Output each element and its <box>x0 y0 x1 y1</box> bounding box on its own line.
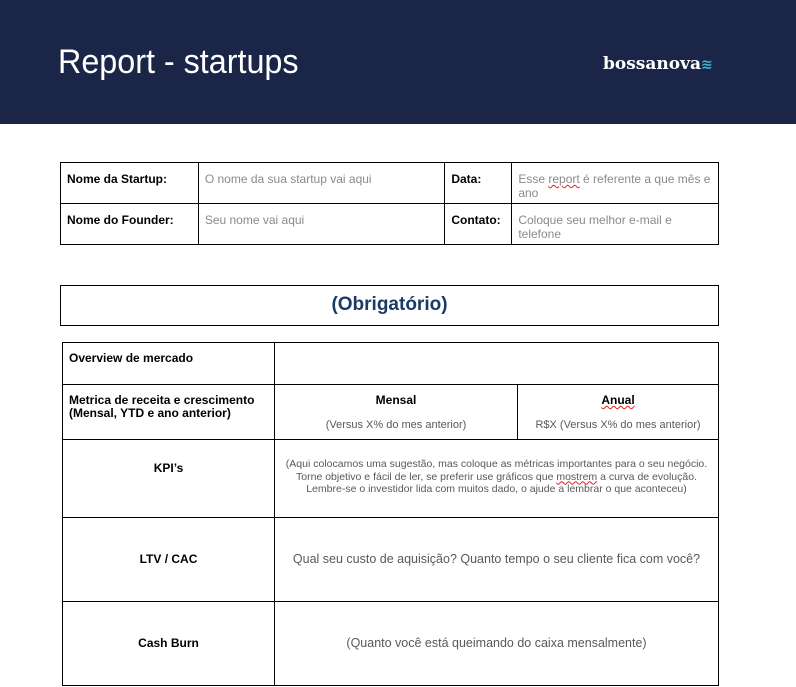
mensal-cell[interactable] <box>275 385 518 440</box>
section-title: (Obrigatório) <box>60 285 719 326</box>
overview-label: Overview de mercado <box>63 343 275 385</box>
contact-field[interactable]: Coloque seu melhor e-mail e telefone <box>512 204 719 245</box>
anual-note: R$X (Versus X% do mes anterior) <box>535 419 701 431</box>
report-header <box>0 0 796 124</box>
metrics-label: Metrica de receita e crescimento (Mensal, YTD e ano anterior) <box>63 385 275 440</box>
anual-header-text: Anual <box>601 393 635 407</box>
date-field[interactable] <box>512 163 719 204</box>
startup-info-table <box>60 162 719 245</box>
anual-cell[interactable] <box>518 385 719 440</box>
date-text-part: é referente a que mês e ano <box>518 172 711 200</box>
wave-icon: ≋ <box>700 57 713 73</box>
bossanova-logo <box>603 54 713 75</box>
table-row <box>63 440 719 518</box>
cash-burn-label: Cash Burn <box>63 602 275 686</box>
cash-burn-field[interactable]: (Quanto você está queimando do caixa mensalmente) <box>275 602 719 686</box>
table-row <box>63 385 719 440</box>
mensal-header: Mensal <box>375 393 417 407</box>
logo-text: bossanova <box>603 54 701 74</box>
table-row <box>61 204 719 245</box>
spellcheck-word: mostrem <box>556 470 598 483</box>
table-row <box>63 343 719 385</box>
kpis-label: KPI’s <box>63 440 275 518</box>
page-title: Report - startups <box>58 43 299 81</box>
anual-header <box>519 394 717 407</box>
kpis-field[interactable] <box>275 440 719 518</box>
contact-label: Contato: <box>445 204 512 245</box>
overview-field[interactable] <box>275 343 719 385</box>
table-row <box>63 518 719 602</box>
founder-name-field[interactable]: Seu nome vai aqui <box>198 204 445 245</box>
mensal-note: (Versus X% do mes anterior) <box>325 419 467 431</box>
ltv-cac-field[interactable]: Qual seu custo de aquisição? Quanto tempo o seu cliente fica com você? <box>275 518 719 602</box>
date-label: Data: <box>445 163 512 204</box>
metrics-table <box>62 342 719 686</box>
startup-name-field[interactable]: O nome da sua startup vai aqui <box>198 163 445 204</box>
table-row <box>61 163 719 204</box>
date-text-part: Esse <box>518 172 549 186</box>
spellcheck-word: report <box>548 172 580 186</box>
table-row <box>63 602 719 686</box>
kpis-text-part: (Aqui colocamos uma sugestão, mas coloque as métricas importantes para o seu negócio. Torne objetivo e fácil de ler, se preferir use gráficos que <box>285 458 708 483</box>
ltv-cac-label: LTV / CAC <box>63 518 275 602</box>
founder-name-label: Nome do Founder: <box>61 204 199 245</box>
kpis-text-part: a curva de evolução. Lembre-se o investidor lida com muitos dado, o ajude a lembrar o que aconteceu) <box>306 470 697 495</box>
startup-name-label: Nome da Startup: <box>61 163 199 204</box>
